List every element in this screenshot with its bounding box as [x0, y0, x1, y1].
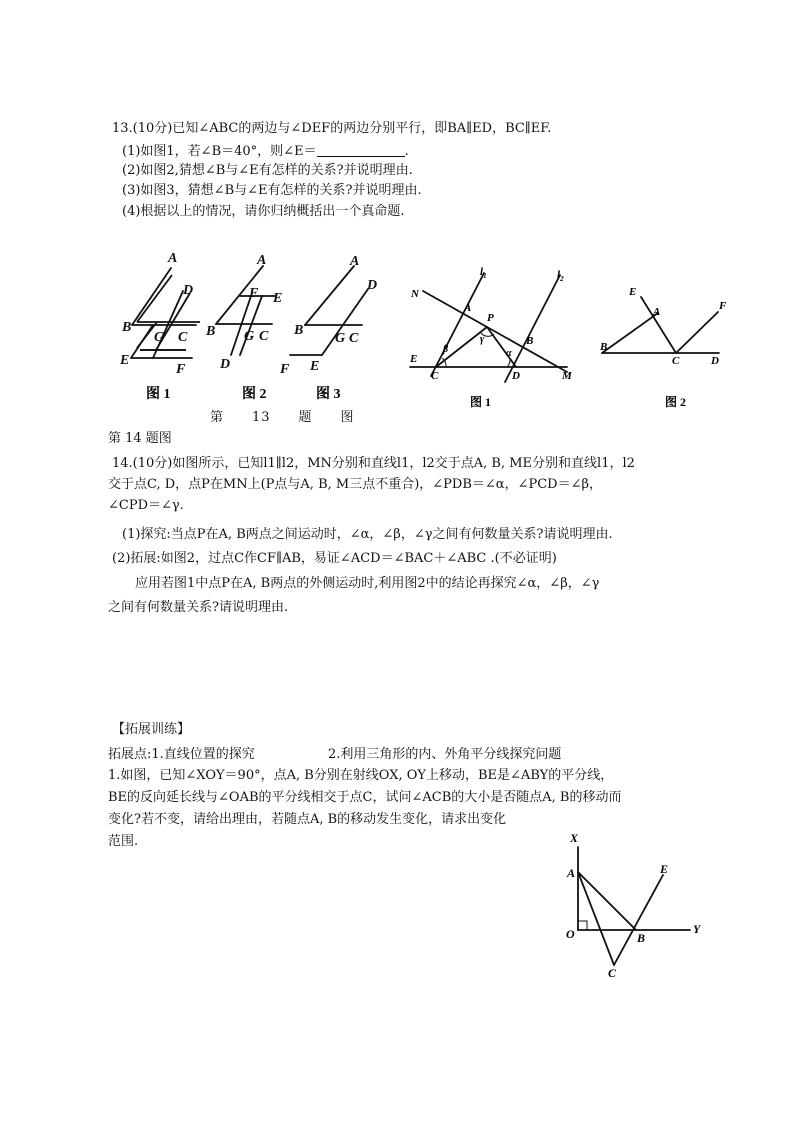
label-C: C — [259, 329, 269, 344]
label-B: B — [294, 323, 304, 338]
label-B: B — [526, 335, 534, 347]
q13-part2: (2)如图2,猜想∠B与∠E有怎样的关系?并说明理由. — [122, 163, 413, 178]
label-E: E — [120, 353, 130, 368]
label-O: O — [566, 927, 575, 941]
label-C: C — [349, 331, 359, 346]
label-D: D — [220, 357, 231, 372]
label-P: P — [487, 312, 494, 324]
q14-stem-line1: 14.(10分)如图所示，已知l1∥l2，MN分别和直线l1，l2交于点A, B, ME分别和直线l1，l2 — [112, 456, 635, 471]
ext-q1-line1: 1.如图，已知∠XOY＝90°，点A, B分别在射线OX, OY上移动，BE是∠ABY的平分线， — [108, 768, 614, 783]
ext-q1-line4: 范围. — [108, 834, 139, 849]
label-B: B — [637, 931, 646, 945]
label-beta: β — [443, 344, 449, 355]
label-G: G — [335, 331, 346, 346]
q14-figure-1-lines — [410, 273, 567, 382]
label-gamma: γ — [480, 334, 485, 345]
ext-q1-line3: 变化?若不变，请给出理由，若随点A, B的移动发生变化，请求出变化 — [108, 812, 507, 827]
ext-title: 【拓展训练】 — [112, 722, 191, 737]
q14-figure-caption: 第 14 题图 — [108, 431, 172, 446]
ext-points-b: 2.利用三角形的内、外角平分线探究问题 — [328, 747, 562, 762]
label-E: E — [273, 291, 283, 306]
q14-part2-apply: 应用若图1中点P在A, B两点的外侧运动时,利用图2中的结论再探究∠α，∠β，∠γ — [135, 576, 600, 591]
q13-part3: (3)如图3，猜想∠B与∠E有怎样的关系?并说明理由. — [122, 183, 422, 198]
label-C: C — [178, 330, 188, 345]
ext-points-a: 拓展点:1.直线位置的探究 — [108, 747, 255, 762]
label-E: E — [310, 359, 320, 374]
label-E: E — [410, 353, 418, 365]
q14-part2: (2)拓展:如图2，过点C作CF∥AB，易证∠ACD＝∠BAC＋∠ABC .(不必证明) — [112, 551, 557, 566]
q14-fig1-caption: 图 1 — [470, 395, 492, 409]
label-M: M — [562, 370, 572, 382]
label-G: G — [154, 330, 165, 345]
q14-part2-apply-cont: 之间有何数量关系?请说明理由. — [108, 600, 289, 615]
label-E: E — [629, 286, 637, 298]
label-F: F — [280, 362, 290, 377]
label-D: D — [711, 355, 719, 367]
q13-fig1-caption: 图 1 — [146, 387, 171, 402]
label-A: A — [350, 254, 360, 269]
q13-part1-text: (1)如图1，若∠B＝40°，则∠E＝ — [122, 144, 317, 159]
q13-figure-caption: 第 13 题 图 — [210, 410, 355, 425]
label-D: D — [183, 283, 194, 298]
label-F: F — [176, 362, 186, 377]
label-C: C — [431, 370, 439, 382]
label-C: C — [608, 966, 617, 980]
label-E: E — [660, 862, 669, 876]
label-N: N — [411, 288, 419, 300]
q13-part4: (4)根据以上的情况，请你归纳概括出一个真命题. — [122, 204, 405, 219]
label-A: A — [653, 306, 661, 318]
q14-stem-line3: ∠CPD＝∠γ. — [108, 498, 184, 513]
label-C: C — [672, 355, 680, 367]
ext-q1-line2: BE的反向延长线与∠OAB的平分线相交于点C，试问∠ACB的大小是否随点A, B的移动而 — [108, 790, 622, 805]
q13-part1-suffix: . — [404, 144, 409, 159]
q13-fig3-caption: 图 3 — [316, 387, 341, 402]
label-F: F — [249, 286, 259, 301]
ext-figure-lines — [578, 847, 690, 965]
label-l1: $l_1$ — [480, 266, 487, 280]
label-D: D — [367, 278, 378, 293]
label-F: F — [719, 300, 727, 312]
q14-part1: (1)探究:当点P在A, B两点之间运动时，∠α，∠β，∠γ之间有何数量关系?请说明理由. — [122, 527, 613, 542]
label-B: B — [600, 341, 608, 353]
label-Y: Y — [693, 922, 701, 936]
label-A: A — [257, 253, 267, 268]
label-A: A — [567, 866, 576, 880]
label-A: A — [464, 302, 472, 314]
q14-fig2-caption: 图 2 — [665, 395, 687, 409]
right-angle-mark — [578, 921, 587, 930]
label-A: A — [168, 251, 178, 266]
label-B: B — [122, 320, 132, 335]
label-D: D — [512, 370, 520, 382]
q14-figure-2-lines — [602, 297, 719, 353]
q14-stem-line2: 交于点C, D，点P在MN上(P点与A, B, M三点不重合)，∠PDB＝∠α，∠PCD＝∠β， — [108, 477, 602, 492]
label-alpha: α — [506, 348, 512, 359]
q13-stem: 13.(10分)已知∠ABC的两边与∠DEF的两边分别平行，即BA∥ED，BC∥EF. — [112, 121, 552, 136]
q13-fig2-caption: 图 2 — [242, 387, 267, 402]
label-G: G — [244, 329, 255, 344]
label-B: B — [206, 324, 216, 339]
label-X: X — [570, 831, 579, 845]
alpha-arc — [507, 359, 510, 367]
label-l2: $l_2$ — [557, 269, 564, 283]
